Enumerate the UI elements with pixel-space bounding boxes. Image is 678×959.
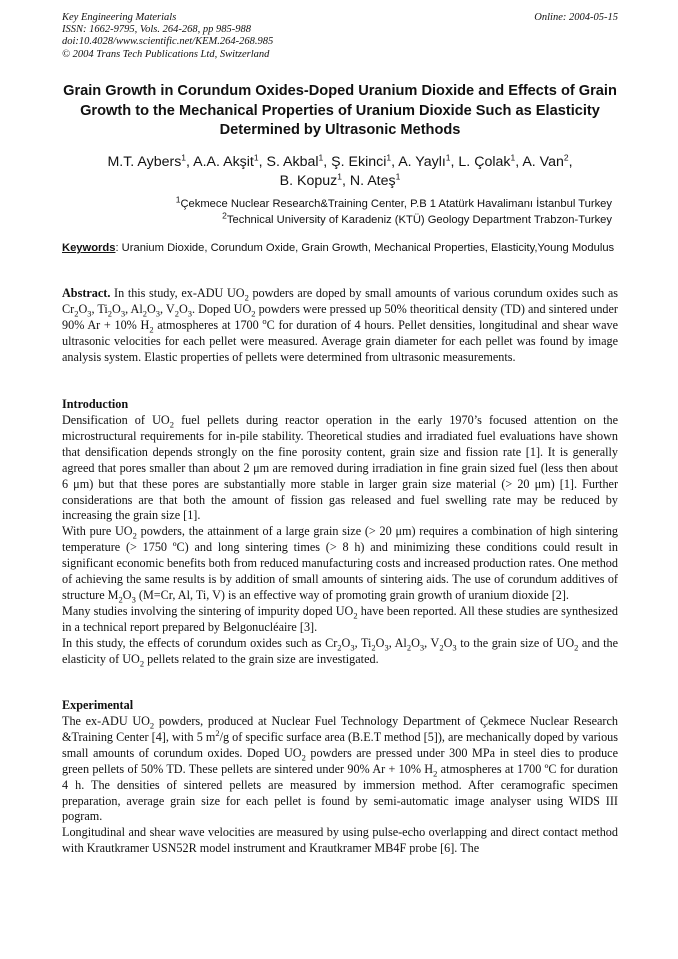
affiliations xyxy=(62,196,618,228)
experimental-paragraph: Longitudinal and shear wave velocities are measured by using pulse-echo overlapping and direct contact method with Krautkramer USN52R model instrument and Krautkramer MB4F probe [6]. The xyxy=(62,825,618,856)
introduction-body xyxy=(62,413,618,668)
doi-line: doi:10.4028/www.scientific.net/KEM.264-268.985 xyxy=(62,36,274,48)
keywords xyxy=(62,240,618,256)
keywords-label: Keywords xyxy=(62,242,116,254)
journal-name: Key Engineering Materials xyxy=(62,12,177,23)
experimental-paragraph: The ex-ADU $UO_2$ powders, produced at Nuclear Fuel Technology Department of Çekmece Nuclear Research &Training Center [4], with 5 $m^2/g$ of specific surface area (B.E.T method [5]), are mechanically doped by various small amounts of corundum oxides. Doped $UO_2$ powders are pressed under 300 MPa in steel dies to produce green pellets of 50% TD. These pellets are sintered under 90% Ar + 10% $H_2$ atmospheres at 1700 ºC for duration 4 h. The densities of sintered pellets are measured by immersion method. After ceramografic specimen preparation, average grain size for each pellet is found by semi-automatic image analyser using WIDS III pogram. xyxy=(62,714,618,824)
affiliation-1: $^1$Çekmece Nuclear Research&Training Center, P.B 1 Atatürk Havalimanı İstanbul Turkey xyxy=(175,194,612,210)
intro-paragraph: In this study, the effects of corundum oxides such as $Cr_2O_3$, $Ti_2O_3$, $Al_2O_3$, $V_2O_3$ to the grain size of $UO_2$ and the elasticity of $UO_2$ pellets related to the grain size are investigated. xyxy=(62,635,618,669)
online-date: Online: 2004-05-15 xyxy=(534,12,618,23)
journal-header xyxy=(62,12,618,61)
copyright-line: © 2004 Trans Tech Publications Ltd, Switzerland xyxy=(62,48,270,60)
author-list: M.T. Aybers$^1$, A.A. Akşit$^1$, S. Akbal$^1$, Ş. Ekinci$^1$, A. Yaylı$^1$, L. Çolak$^1$, A. Van$^2$, B. Kopuz$^1$, N. Ateş$^1$ xyxy=(107,152,573,189)
abstract: Abstract. In this study, ex-ADU $UO_2$ powders are doped by small amounts of various corundum oxides such as $Cr_2O_3$, $Ti_2O_3$, $Al_2O_3$, $V_2O_3$. Doped $UO_2$ powders were pressed up 50% theoritical density (TD) and sintered under 90% Ar + 10% $H_2$ atmospheres at 1700 $^o$C for duration of 4 hours. Pellet densities, longitudinal and shear wave ultrasonic velocities for each pellet were measured. Average grain diameter for each pellet was found by image analysis system. Elastic properties of pellets were determined from ultrasonic measurements. xyxy=(62,286,618,364)
affiliation-2: $^2$Technical University of Karadeniz (KTÜ) Geology Department Trabzon-Turkey xyxy=(222,210,612,226)
paper-title: Grain Growth in Corundum Oxides-Doped Uranium Dioxide and Effects of Grain Growth to the Mechanical Properties of Uranium Dioxide Such as Elasticity Determined by Ultrasonic Methods xyxy=(63,83,617,138)
experimental-heading: Experimental xyxy=(62,698,134,712)
intro-paragraph: Many studies involving the sintering of impurity doped $UO_2$ have been reported. All these studies are synthesized in a technical report prepared by Belgonucléaire [3]. xyxy=(62,603,618,634)
keywords-text: : Uranium Dioxide, Corundum Oxide, Grain Growth, Mechanical Properties, Elasticity,Young Modulus xyxy=(115,242,615,254)
experimental-body xyxy=(62,714,618,857)
issn-line: ISSN: 1662-9795, Vols. 264-268, pp 985-988 xyxy=(62,24,251,36)
intro-paragraph: Densification of $UO_2$ fuel pellets during reactor operation in the early 1970’s focused attention on the microstructural requirements for in-pile stability. Theoretical studies and irradiated fuel evaluations have shown that densification depends strongly on the fine porosity content, grain size and fission rate [1]. It is generally agreed that pores smaller than about 2 μm are removed during irradiation in fine grain sized fuel (less then about 6 μm) but that these pores are substantially more stable in larger grain size material (> 20 μm) [1]. Further considerations are that both the amount of fission gas released and fuel swelling rate may be reduced by increasing the grain size [1]. xyxy=(62,413,618,523)
intro-paragraph: With pure $UO_2$ powders, the attainment of a large grain size (> 20 μm) requires a combination of high sintering temperature (> 1750 ºC) and long sintering times (> 8 h) and minimizing these conditions could result in significant economic benefits both from reduced manufacturing costs and increased production rates. One method of achieving the same results is by addition of small amounts of sintering aids. The use of corundum additives of structure $M_2O_3$ (M=Cr, Al, Ti, V) is an effective way of promoting grain growth of uranium dioxide [2]. xyxy=(62,524,619,605)
introduction-heading: Introduction xyxy=(62,397,129,411)
